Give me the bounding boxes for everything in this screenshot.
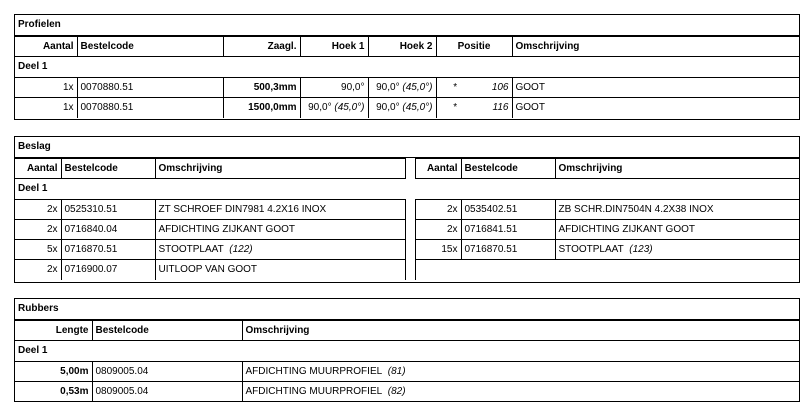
- row-omschrijving: [242, 362, 799, 382]
- table-row: [15, 362, 799, 382]
- beslag-deel-label: Deel 1: [18, 183, 48, 194]
- row-omschrijving: UITLOOP VAN GOOT: [155, 260, 405, 280]
- row-hoek2: [368, 98, 436, 118]
- hoek1-value: 90,0°: [308, 102, 332, 114]
- beslag-header-table: [15, 158, 799, 179]
- row-zaagl: 500,3mm: [223, 78, 300, 98]
- row-lengte: 0,53m: [15, 382, 92, 402]
- row-bestelcode: 0070880.51: [77, 98, 223, 118]
- row-hoek1: [300, 98, 368, 118]
- omschrijving-text: AFDICHTING MUURPROFIEL: [245, 366, 383, 377]
- row-omschrijving: AFDICHTING ZIJKANT GOOT: [555, 220, 799, 240]
- profielen-header-row: [15, 37, 799, 57]
- beslag-section: [14, 136, 800, 283]
- row-omschrijving: ZT SCHROEF DIN7981 4.2X16 INOX: [155, 200, 405, 220]
- row-bestelcode: 0716870.51: [61, 240, 155, 260]
- table-row: [15, 240, 799, 260]
- empty-cell: [461, 260, 555, 280]
- hoek2-extra: (45,0°): [402, 82, 433, 93]
- omschrijving-extra: (123): [629, 244, 653, 255]
- table-row: [15, 78, 799, 98]
- row-hoek1: [300, 78, 368, 98]
- row-bestelcode: 0809005.04: [92, 382, 242, 402]
- row-hoek2: [368, 78, 436, 98]
- row-omschrijving: [155, 240, 405, 260]
- row-zaagl: 1500,0mm: [223, 98, 300, 118]
- row-bestelcode: 0716841.51: [461, 220, 555, 240]
- omschrijving-text: AFDICHTING MUURPROFIEL: [245, 386, 383, 398]
- col-aantal-right: Aantal: [415, 159, 461, 179]
- row-bestelcode: 0716870.51: [461, 240, 555, 260]
- beslag-title: Beslag: [15, 137, 799, 158]
- row-aantal: 5x: [15, 240, 61, 260]
- row-bestelcode: 0070880.51: [77, 78, 223, 98]
- hoek1-value: 90,0°: [341, 82, 365, 93]
- row-positie: *: [436, 78, 474, 98]
- col-hoek2: Hoek 2: [368, 37, 436, 57]
- hoek2-value: 90,0°: [376, 82, 400, 93]
- row-aantal: 15x: [415, 240, 461, 260]
- row-aantal: 2x: [415, 200, 461, 220]
- row-lengte: 5,00m: [15, 362, 92, 382]
- hoek2-value: 90,0°: [376, 102, 400, 114]
- row-omschrijving: [555, 240, 799, 260]
- col-omschrijving: Omschrijving: [512, 37, 799, 57]
- rubbers-deel-label: Deel 1: [18, 345, 48, 356]
- omschrijving-text: STOOTPLAAT: [158, 244, 224, 255]
- profielen-deel-label: Deel 1: [18, 61, 48, 72]
- row-positie-nr: 116: [474, 98, 512, 118]
- omschrijving-extra: (81): [387, 366, 406, 377]
- row-omschrijving: ZB SCHR.DIN7504N 4.2X38 INOX: [555, 200, 799, 220]
- row-aantal: 2x: [15, 200, 61, 220]
- profielen-title: Profielen: [15, 15, 799, 36]
- column-gap: [405, 240, 415, 260]
- beslag-header-row: [15, 159, 799, 179]
- profielen-rows-table: [15, 77, 799, 118]
- column-gap: [405, 200, 415, 220]
- col-omschrijving-right: Omschrijving: [555, 159, 799, 179]
- col-positie: Positie: [436, 37, 512, 57]
- row-omschrijving: GOOT: [512, 98, 799, 118]
- table-row: [15, 220, 799, 240]
- col-aantal: Aantal: [15, 37, 77, 57]
- row-bestelcode: 0716840.04: [61, 220, 155, 240]
- col-bestelcode: Bestelcode: [77, 37, 223, 57]
- table-row: [15, 200, 799, 220]
- hoek1-extra: (45,0°): [334, 102, 365, 114]
- table-row: [15, 260, 799, 280]
- omschrijving-extra: (122): [229, 244, 253, 255]
- row-bestelcode: 0525310.51: [61, 200, 155, 220]
- col-bestelcode-right: Bestelcode: [461, 159, 555, 179]
- row-aantal: 2x: [415, 220, 461, 240]
- row-positie-nr: 106: [474, 78, 512, 98]
- row-bestelcode: 0809005.04: [92, 362, 242, 382]
- empty-cell: [415, 260, 461, 280]
- rubbers-header-row: [15, 321, 799, 341]
- row-omschrijving: [242, 382, 799, 402]
- omschrijving-text: STOOTPLAAT: [558, 244, 624, 255]
- col-bestelcode: Bestelcode: [61, 159, 155, 179]
- col-bestelcode: Bestelcode: [92, 321, 242, 341]
- hoek2-extra: (45,0°): [402, 102, 433, 114]
- table-row: [15, 98, 799, 118]
- col-omschrijving: Omschrijving: [155, 159, 405, 179]
- rubbers-section: [14, 298, 800, 402]
- row-positie: *: [436, 98, 474, 118]
- rubbers-title: Rubbers: [15, 299, 799, 320]
- row-aantal: 2x: [15, 220, 61, 240]
- col-hoek1: Hoek 1: [300, 37, 368, 57]
- row-omschrijving: AFDICHTING ZIJKANT GOOT: [155, 220, 405, 240]
- rubbers-rows-table: [15, 361, 799, 402]
- col-lengte: Lengte: [15, 321, 92, 341]
- row-bestelcode: 0716900.07: [61, 260, 155, 280]
- row-aantal: 1x: [15, 78, 77, 98]
- col-zaagl: Zaagl.: [223, 37, 300, 57]
- row-aantal: 2x: [15, 260, 61, 280]
- row-omschrijving: GOOT: [512, 78, 799, 98]
- col-aantal: Aantal: [15, 159, 61, 179]
- profielen-header-table: [15, 36, 799, 57]
- profielen-section: [14, 14, 800, 120]
- beslag-rows-table: [15, 199, 799, 280]
- column-gap: [405, 260, 415, 280]
- column-gap: [405, 159, 415, 179]
- column-gap: [405, 220, 415, 240]
- empty-cell: [555, 260, 799, 280]
- rubbers-header-table: [15, 320, 799, 341]
- table-row: [15, 382, 799, 402]
- col-omschrijving: Omschrijving: [242, 321, 799, 341]
- row-aantal: 1x: [15, 98, 77, 118]
- omschrijving-extra: (82): [387, 386, 406, 398]
- row-bestelcode: 0535402.51: [461, 200, 555, 220]
